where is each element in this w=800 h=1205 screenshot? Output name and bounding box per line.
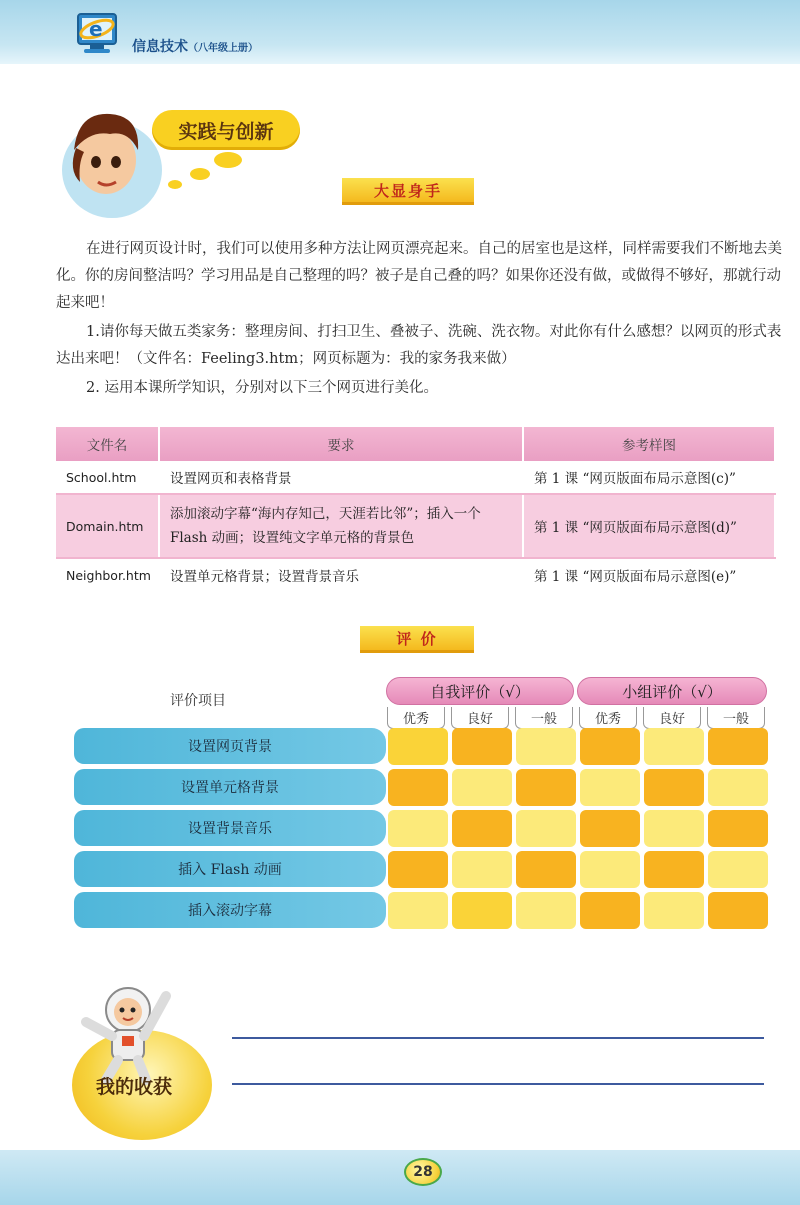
grade-cell[interactable] — [452, 769, 512, 806]
grade-header: 优秀 — [579, 707, 637, 729]
table-row — [56, 559, 776, 591]
grade-header: 一般 — [707, 707, 765, 729]
evaluation-item: 设置背景音乐 — [74, 810, 386, 846]
grade-cell[interactable] — [452, 851, 512, 888]
task1-paragraph: 1.请你每天做五类家务：整理房间、打扫卫生、叠被子、洗碗、洗衣物。对此你有什么感想？以网页的形式表达出来吧！（文件名：Feeling3.htm；网页标题为：我的家务我来做） — [56, 324, 782, 367]
grade-cell[interactable] — [452, 810, 512, 847]
file-name: Neighbor.htm — [56, 559, 160, 591]
section-tag-evaluation: 评 价 — [360, 626, 474, 653]
header-reference: 参考样图 — [524, 427, 776, 461]
book-title — [132, 36, 258, 56]
grade-cell[interactable] — [644, 892, 704, 929]
grade-cell[interactable] — [516, 810, 576, 847]
grade-cell[interactable] — [644, 769, 704, 806]
header-file: 文件名 — [56, 427, 160, 461]
grade-cell[interactable] — [516, 892, 576, 929]
requirement: 设置网页和表格背景 — [160, 461, 524, 493]
grade-cell[interactable] — [388, 851, 448, 888]
evaluation-item: 插入 Flash 动画 — [74, 851, 386, 887]
practice-bubble: 实践与创新 — [152, 110, 300, 150]
book-title-sub: （八年级上册） — [188, 43, 258, 54]
grade-cell[interactable] — [580, 728, 640, 765]
girl-illustration — [54, 100, 164, 220]
grade-cell[interactable] — [644, 810, 704, 847]
requirement: 设置单元格背景；设置背景音乐 — [160, 559, 524, 591]
grade-cell[interactable] — [452, 892, 512, 929]
reference: 第 1 课 “网页版面布局示意图(d)” — [524, 495, 776, 557]
reference: 第 1 课 “网页版面布局示意图(c)” — [524, 461, 776, 493]
grade-cell[interactable] — [708, 892, 768, 929]
file-table — [56, 427, 776, 591]
evaluation-item: 插入滚动字幕 — [74, 892, 386, 928]
section-tag-show: 大显身手 — [342, 178, 474, 205]
requirement: 添加滚动字幕“海内存知己，天涯若比邻”；插入一个 Flash 动画；设置纯文字单元格的背景色 — [160, 495, 524, 557]
book-title-main: 信息技术 — [132, 39, 188, 55]
footer-band — [0, 1150, 800, 1205]
grade-cell[interactable] — [708, 769, 768, 806]
evaluation-item: 设置单元格背景 — [74, 769, 386, 805]
ie-logo-icon — [72, 6, 124, 58]
page-number: 28 — [404, 1158, 442, 1186]
grade-cell[interactable] — [708, 728, 768, 765]
group-evaluation-header: 小组评价（√） — [577, 677, 767, 705]
grade-cell[interactable] — [452, 728, 512, 765]
grade-cell[interactable] — [516, 728, 576, 765]
harvest-label: 我的收获 — [96, 1076, 173, 1098]
grade-cell[interactable] — [388, 892, 448, 929]
task2-paragraph: 2. 运用本课所学知识，分别对以下三个网页进行美化。 — [86, 380, 438, 396]
grade-cell[interactable] — [580, 810, 640, 847]
grade-cell[interactable] — [580, 892, 640, 929]
grade-cell[interactable] — [516, 851, 576, 888]
grade-header: 良好 — [451, 707, 509, 729]
file-name: Domain.htm — [56, 495, 160, 557]
grade-cell[interactable] — [388, 810, 448, 847]
grade-cell[interactable] — [580, 851, 640, 888]
thought-dot — [168, 180, 182, 189]
write-line — [232, 1037, 764, 1039]
table-header-row — [56, 427, 776, 461]
grade-cell[interactable] — [644, 851, 704, 888]
grade-cell[interactable] — [388, 769, 448, 806]
reference: 第 1 课 “网页版面布局示意图(e)” — [524, 559, 776, 591]
grade-cell[interactable] — [516, 769, 576, 806]
evaluation-item-header: 评价项目 — [170, 693, 226, 709]
write-line — [232, 1083, 764, 1085]
table-row — [56, 495, 776, 557]
grade-cell[interactable] — [388, 728, 448, 765]
grade-header: 优秀 — [387, 707, 445, 729]
self-evaluation-header: 自我评价（√） — [386, 677, 574, 705]
grade-header: 一般 — [515, 707, 573, 729]
grade-cell[interactable] — [708, 851, 768, 888]
grade-cell[interactable] — [708, 810, 768, 847]
grade-cell[interactable] — [644, 728, 704, 765]
file-name: School.htm — [56, 461, 160, 493]
svg-text:e: e — [89, 17, 103, 41]
evaluation-item: 设置网页背景 — [74, 728, 386, 764]
thought-dot — [214, 152, 242, 168]
grade-grid — [388, 728, 768, 929]
intro-paragraph: 在进行网页设计时，我们可以使用多种方法让网页漂亮起来。自己的居室也是这样，同样需要我们不断地去美化。你的房间整洁吗？学习用品是自己整理的吗？被子是自己叠的吗？如果你还没有做，或做得不够好，那就行动起来吧！ — [56, 241, 782, 311]
header-requirement: 要求 — [160, 427, 524, 461]
table-row — [56, 461, 776, 493]
thought-dot — [190, 168, 210, 180]
grade-cell[interactable] — [580, 769, 640, 806]
grade-header: 良好 — [643, 707, 701, 729]
